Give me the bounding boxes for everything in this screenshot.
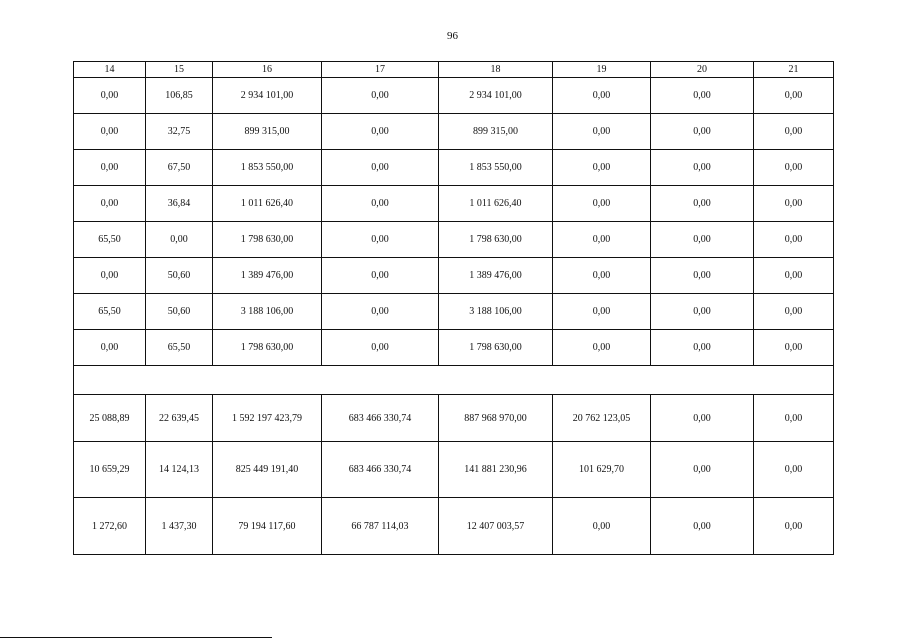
separator-row — [74, 366, 834, 395]
column-header: 16 — [213, 62, 322, 78]
table-cell: 0,00 — [146, 222, 213, 258]
table-cell: 14 124,13 — [146, 442, 213, 498]
table-cell: 683 466 330,74 — [322, 442, 439, 498]
table-cell: 10 659,29 — [74, 442, 146, 498]
table-cell: 0,00 — [322, 222, 439, 258]
table-cell: 0,00 — [553, 294, 651, 330]
table-row — [74, 78, 834, 114]
footnote-divider — [0, 637, 272, 638]
table-cell: 0,00 — [553, 330, 651, 366]
table-cell: 0,00 — [651, 186, 754, 222]
table-cell: 0,00 — [322, 186, 439, 222]
table-cell: 899 315,00 — [213, 114, 322, 150]
table-cell: 0,00 — [74, 78, 146, 114]
table-cell: 0,00 — [754, 78, 834, 114]
table-cell: 0,00 — [754, 395, 834, 442]
page-number: 96 — [447, 30, 458, 42]
table-row — [74, 395, 834, 442]
table-cell: 0,00 — [754, 498, 834, 555]
table-cell: 1 389 476,00 — [439, 258, 553, 294]
table-cell: 0,00 — [651, 258, 754, 294]
table-cell: 12 407 003,57 — [439, 498, 553, 555]
table-cell: 0,00 — [754, 330, 834, 366]
table-cell: 0,00 — [74, 330, 146, 366]
table-cell: 1 853 550,00 — [439, 150, 553, 186]
table-cell: 67,50 — [146, 150, 213, 186]
table-cell: 50,60 — [146, 258, 213, 294]
table-cell: 0,00 — [651, 395, 754, 442]
table-cell: 65,50 — [74, 222, 146, 258]
table-row — [74, 330, 834, 366]
table-row — [74, 258, 834, 294]
table-cell: 0,00 — [553, 186, 651, 222]
table-cell: 0,00 — [553, 78, 651, 114]
table-cell: 36,84 — [146, 186, 213, 222]
table-cell: 25 088,89 — [74, 395, 146, 442]
table-cell: 66 787 114,03 — [322, 498, 439, 555]
table-cell: 1 798 630,00 — [213, 222, 322, 258]
table-cell: 106,85 — [146, 78, 213, 114]
table-cell: 1 272,60 — [74, 498, 146, 555]
table-cell: 0,00 — [322, 330, 439, 366]
header-row — [74, 62, 834, 78]
table-cell: 683 466 330,74 — [322, 395, 439, 442]
table-cell: 0,00 — [651, 150, 754, 186]
table-cell: 0,00 — [754, 114, 834, 150]
separator-cell — [74, 366, 834, 395]
table-cell: 0,00 — [754, 150, 834, 186]
table-cell: 0,00 — [651, 78, 754, 114]
table-cell: 0,00 — [553, 114, 651, 150]
table-cell: 1 592 197 423,79 — [213, 395, 322, 442]
table-cell: 101 629,70 — [553, 442, 651, 498]
table-cell: 141 881 230,96 — [439, 442, 553, 498]
table-cell: 0,00 — [553, 498, 651, 555]
table-row — [74, 186, 834, 222]
table-cell: 899 315,00 — [439, 114, 553, 150]
table-cell: 1 798 630,00 — [439, 222, 553, 258]
table-cell: 22 639,45 — [146, 395, 213, 442]
table-cell: 0,00 — [754, 294, 834, 330]
table-cell: 3 188 106,00 — [439, 294, 553, 330]
table-cell: 0,00 — [553, 150, 651, 186]
table-cell: 887 968 970,00 — [439, 395, 553, 442]
table-cell: 0,00 — [651, 442, 754, 498]
table-cell: 0,00 — [651, 114, 754, 150]
table-cell: 0,00 — [322, 114, 439, 150]
table-row — [74, 498, 834, 555]
table-cell: 0,00 — [553, 258, 651, 294]
table-row — [74, 442, 834, 498]
table-cell: 0,00 — [651, 498, 754, 555]
table-cell: 0,00 — [651, 294, 754, 330]
table-cell: 1 798 630,00 — [213, 330, 322, 366]
table-cell: 0,00 — [74, 258, 146, 294]
table-cell: 0,00 — [322, 258, 439, 294]
column-header: 20 — [651, 62, 754, 78]
table-cell: 0,00 — [754, 258, 834, 294]
table-cell: 0,00 — [651, 222, 754, 258]
table-cell: 20 762 123,05 — [553, 395, 651, 442]
table-cell: 0,00 — [553, 222, 651, 258]
table-cell: 1 853 550,00 — [213, 150, 322, 186]
table-cell: 32,75 — [146, 114, 213, 150]
table-cell: 0,00 — [322, 294, 439, 330]
table-cell: 0,00 — [74, 150, 146, 186]
table-row — [74, 222, 834, 258]
table-cell: 3 188 106,00 — [213, 294, 322, 330]
table-cell: 79 194 117,60 — [213, 498, 322, 555]
table-cell: 1 011 626,40 — [213, 186, 322, 222]
column-header: 15 — [146, 62, 213, 78]
table-cell: 65,50 — [74, 294, 146, 330]
column-header: 17 — [322, 62, 439, 78]
table-cell: 2 934 101,00 — [213, 78, 322, 114]
table-cell: 825 449 191,40 — [213, 442, 322, 498]
data-table — [73, 61, 834, 555]
table-cell: 1 011 626,40 — [439, 186, 553, 222]
table-row — [74, 150, 834, 186]
table-cell: 0,00 — [754, 222, 834, 258]
column-header: 21 — [754, 62, 834, 78]
table-cell: 2 934 101,00 — [439, 78, 553, 114]
table-cell: 0,00 — [74, 186, 146, 222]
table-cell: 1 437,30 — [146, 498, 213, 555]
table-cell: 0,00 — [651, 330, 754, 366]
table-row — [74, 294, 834, 330]
column-header: 18 — [439, 62, 553, 78]
table-cell: 0,00 — [322, 150, 439, 186]
table-cell: 65,50 — [146, 330, 213, 366]
table-cell: 0,00 — [754, 442, 834, 498]
table-cell: 0,00 — [754, 186, 834, 222]
table-cell: 0,00 — [74, 114, 146, 150]
table-cell: 50,60 — [146, 294, 213, 330]
table-body — [74, 62, 834, 555]
column-header: 19 — [553, 62, 651, 78]
table-cell: 0,00 — [322, 78, 439, 114]
table-row — [74, 114, 834, 150]
table-cell: 1 798 630,00 — [439, 330, 553, 366]
table-cell: 1 389 476,00 — [213, 258, 322, 294]
column-header: 14 — [74, 62, 146, 78]
